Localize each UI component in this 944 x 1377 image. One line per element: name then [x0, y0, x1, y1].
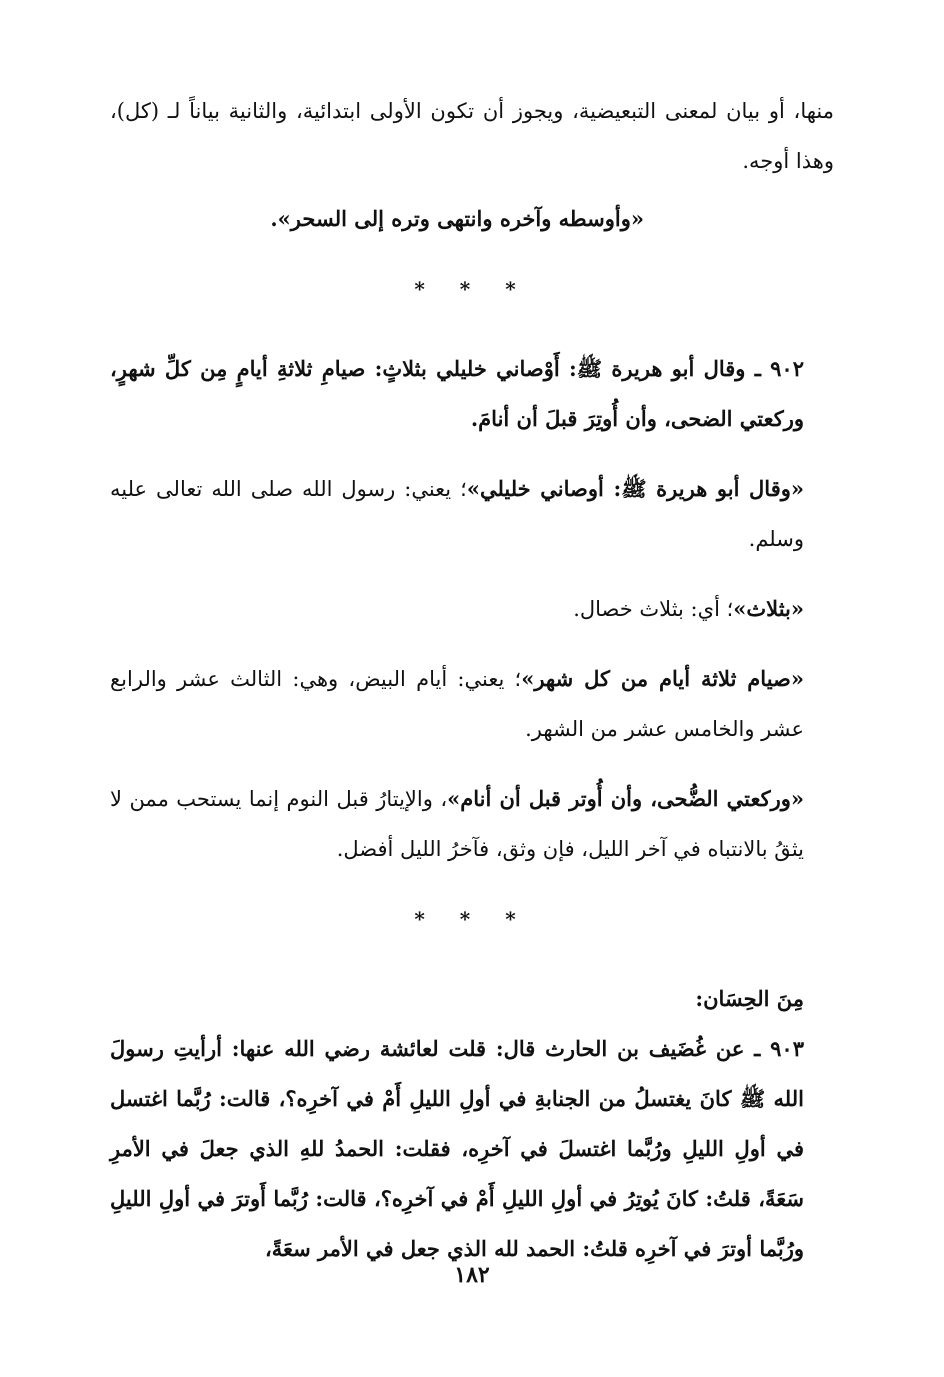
commentary-thalath: [110, 584, 834, 634]
hadith-903-body: قلت لعائشة رضي الله عنها: أرأيتِ رسولَ الله ﷺ كانَ يغتسلُ من الجنابةِ في أولِ الليلِ أَمْ في آخرِه؟، قالت: رُبَّما اغتسل في أولِ الليلِ ورُبَّما اغتسلَ في آخرِه، فقلت: الحمدُ للهِ الذي جعلَ في الأمرِ سَعَةً، قلتُ: كانَ يُوتِرُ في أولِ الليلِ أَمْ في آخرِه؟، قالت: رُبَّما أَوترَ في أولِ الليلِ ورُبَّما أوترَ في آخرِه قلتُ: الحمد لله الذي جعل في الأمر سعَةً،: [110, 1036, 804, 1261]
commentary-quote: «بثلاث»: [733, 596, 804, 621]
commentary-quote: «وقال أبو هريرة ﷺ: أوصاني خليلي»: [466, 476, 804, 501]
commentary-khalili: [110, 464, 834, 564]
commentary-quote: «صيام ثلاثة أيام من كل شهر»: [521, 666, 804, 691]
page-number: ١٨٢: [454, 1262, 490, 1288]
hadith-903-lead: ٩٠٣ ـ عن غُضَيف بن الحارث قال:: [486, 1036, 804, 1061]
commentary-duha: [110, 774, 834, 874]
section-label-hisan: مِنَ الحِسَان:: [695, 986, 804, 1011]
page-body: [110, 86, 834, 1336]
commentary-text: ؛ يعني: رسول الله صلى الله تعالى عليه وسلم.: [110, 477, 804, 551]
paragraph-quote-witr: «وأوسطه وآخره وانتهى وتره إلى السحر».: [270, 206, 644, 231]
commentary-siyam: [110, 654, 834, 754]
commentary-text: ؛ يعني: أيام البيض، وهي: الثالث عشر والرابع عشر والخامس عشر من الشهر.: [110, 667, 804, 741]
commentary-text: ؛ أي: بثلاث خصال.: [573, 597, 734, 621]
section-divider: * * *: [414, 277, 530, 301]
section-divider: * * *: [414, 907, 530, 931]
hadith-903: [110, 1024, 834, 1274]
commentary-text: ، والإيتارُ قبل النوم إنما يستحب ممن لا يثقُ بالانتباه في آخر الليل، فإن وثق، فآخرُ الليل أفضل.: [110, 787, 804, 861]
commentary-quote: «وركعتي الضُّحى، وأن أُوتر قبل أن أنام»: [447, 786, 804, 811]
hadith-902: ٩٠٢ ـ وقال أبو هريرة ﷺ: أَوْصاني خليلي بثلاثٍ: صيامِ ثلاثةِ أيامٍ مِن كلِّ شهرٍ، وركعتي الضحى، وأن أُوتِرَ قبلَ أن أنامَ.: [110, 356, 804, 431]
paragraph-intro: منها، أو بيان لمعنى التبعيضية، ويجوز أن تكون الأولى ابتدائية، والثانية بياناً لـ (كل)، وهذا أوجه.: [110, 99, 834, 173]
